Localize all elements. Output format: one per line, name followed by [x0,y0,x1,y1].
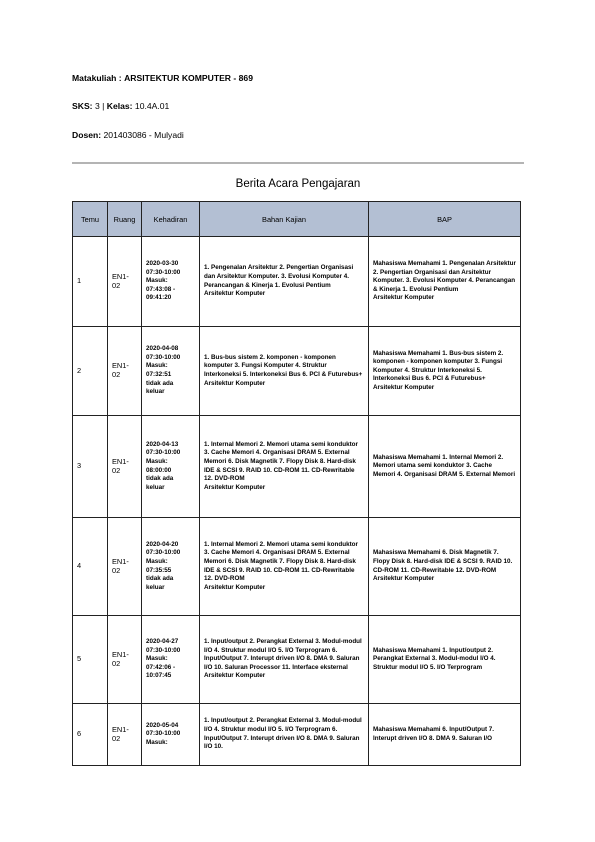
cell-ruang: EN1- 02 [108,416,142,518]
cell-kehadiran: 2020-04-13 07:30-10:00 Masuk: 08:00:00 tidak ada keluar [142,416,200,518]
cell-ruang: EN1- 02 [108,616,142,704]
cell-kehadiran: 2020-03-30 07:30-10:00 Masuk: 07:43:08 - 09:41:20 [142,237,200,327]
cell-bap: Mahasiswa Memahami 1. Input/output 2. Perangkat External 3. Modul-modul I/O 4. Struktur modul I/O 5. I/O Terprogram [369,616,521,704]
table-row [73,237,521,327]
page-title: Berita Acara Pengajaran [235,178,361,190]
cell-temu: 6 [73,704,108,766]
cell-bahan-kajian: 1. Pengenalan Arsitektur 2. Pengertian Organisasi dan Arsitektur Komputer. 3. Evolusi Komputer 4. Perancangan & Kinerja 1. Evolusi Pentium Arsitektur Komputer [200,237,369,327]
cell-bap: Mahasiswa Memahami 1. Bus-bus sistem 2. komponen - komponen komputer 3. Fungsi Komputer 4. Struktur Interkoneksi 5. Interkoneksi Bus 6. PCI & Futurebus+ Arsitektur Komputer [369,327,521,416]
attendance-table [72,201,521,766]
cell-ruang: EN1- 02 [108,327,142,416]
header-divider [72,162,524,164]
sks-value: 3 [94,101,100,111]
cell-ruang: EN1- 02 [108,237,142,327]
course-line [72,73,253,83]
cell-kehadiran: 2020-04-20 07:30-10:00 Masuk: 07:35:55 tidak ada keluar [142,518,200,616]
dosen-label: Dosen: [72,130,102,140]
cell-temu: 1 [73,237,108,327]
sks-kelas-line [72,101,169,111]
cell-bahan-kajian: 1. Bus-bus sistem 2. komponen - komponen komputer 3. Fungsi Komputer 4. Struktur Interkoneksi 5. Interkoneksi Bus 6. PCI & Futurebus+ Arsitektur Komputer [200,327,369,416]
cell-bap: Mahasiswa Memahami 1. Internal Memori 2. Memori utama semi konduktor 3. Cache Memori 4. Organisasi DRAM 5. External Memori [369,416,521,518]
cell-kehadiran: 2020-04-27 07:30-10:00 Masuk: 07:42:06 - 10:07:45 [142,616,200,704]
cell-bap: Mahasiswa Memahami 1. Pengenalan Arsitektur 2. Pengertian Organisasi dan Arsitektur Komputer. 3. Evolusi Komputer 4. Perancangan & Kinerja 1. Evolusi Pentium Arsitektur Komputer [369,237,521,327]
cell-bahan-kajian: 1. Input/output 2. Perangkat External 3. Modul-modul I/O 4. Struktur modul I/O 5. I/O Terprogram 6. Input/Output 7. Interupt driven I/O 8. DMA 9. Saluran I/O 10. [200,704,369,766]
col-header-temu: Temu [73,202,108,237]
table-header-row [73,202,521,237]
col-header-bap: BAP [369,202,521,237]
col-header-ruang: Ruang [108,202,142,237]
cell-bap: Mahasiswa Memahami 6. Input/Output 7. Interupt driven I/O 8. DMA 9. Saluran I/O [369,704,521,766]
cell-temu: 3 [73,416,108,518]
separator: | [102,101,105,111]
cell-kehadiran: 2020-04-08 07:30-10:00 Masuk: 07:32:51 tidak ada keluar [142,327,200,416]
kelas-label: Kelas: [106,101,133,111]
table-row [73,327,521,416]
cell-temu: 2 [73,327,108,416]
col-header-bahan-kajian: Bahan Kajian [200,202,369,237]
table-row [73,518,521,616]
cell-ruang: EN1- 02 [108,518,142,616]
cell-bahan-kajian: 1. Input/output 2. Perangkat External 3. Modul-modul I/O 4. Struktur modul I/O 5. I/O Terprogram 6. Input/Output 7. Interupt driven I/O 8. DMA 9. Saluran I/O 10. Saluran Processor 11. Interface eksternal Arsitektur Komputer [200,616,369,704]
cell-temu: 4 [73,518,108,616]
sks-label: SKS: [72,101,93,111]
col-header-kehadiran: Kehadiran [142,202,200,237]
dosen-value: 201403086 - Mulyadi [103,130,184,140]
cell-bap: Mahasiswa Memahami 6. Disk Magnetik 7. Flopy Disk 8. Hard-disk IDE & SCSI 9. RAID 10. CD-ROM 11. CD-Rewritable 12. DVD-ROM Arsitektur Komputer [369,518,521,616]
dosen-line [72,130,184,140]
kelas-value: 10.4A.01 [134,101,170,111]
table-row [73,704,521,766]
cell-temu: 5 [73,616,108,704]
cell-ruang: EN1- 02 [108,704,142,766]
cell-bahan-kajian: 1. Internal Memori 2. Memori utama semi konduktor 3. Cache Memori 4. Organisasi DRAM 5. External Memori 6. Disk Magnetik 7. Flopy Disk 8. Hard-disk IDE & SCSI 9. RAID 10. CD-ROM 11. CD-Rewritable 12. DVD-ROM Arsitektur Komputer [200,416,369,518]
course-label: Matakuliah : [72,73,122,83]
table-row [73,616,521,704]
course-value: ARSITEKTUR KOMPUTER - 869 [124,73,253,83]
cell-kehadiran: 2020-05-04 07:30-10:00 Masuk: [142,704,200,766]
table-row [73,416,521,518]
cell-bahan-kajian: 1. Internal Memori 2. Memori utama semi konduktor 3. Cache Memori 4. Organisasi DRAM 5. External Memori 6. Disk Magnetik 7. Flopy Disk 8. Hard-disk IDE & SCSI 9. RAID 10. CD-ROM 11. CD-Rewritable 12. DVD-ROM Arsitektur Komputer [200,518,369,616]
